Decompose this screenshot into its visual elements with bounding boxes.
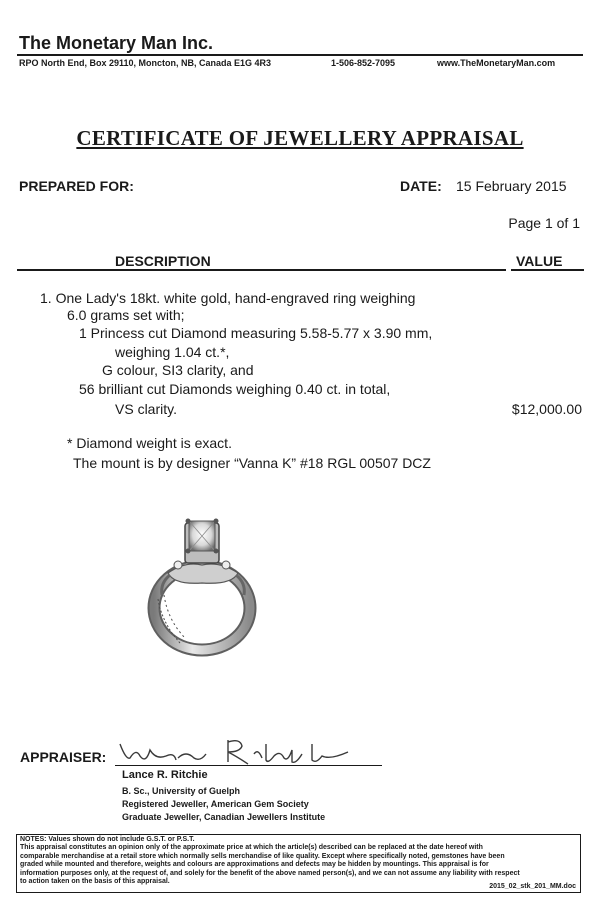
header-rule — [17, 54, 583, 56]
item-line: VS clarity. — [115, 401, 177, 417]
item-line: 6.0 grams set with; — [67, 307, 185, 323]
appraiser-label: APPRAISER: — [20, 749, 107, 765]
item-line: G colour, SI3 clarity, and — [102, 362, 254, 378]
disclaimer-box — [16, 834, 581, 893]
document-title: CERTIFICATE OF JEWELLERY APPRAISAL — [76, 126, 524, 150]
disclaimer-line: information purposes only, at the request of, and solely for the benefit of the above named person(s), and we can not assume any liability with respect — [20, 869, 520, 877]
value-header-rule — [511, 269, 584, 271]
signature-line — [115, 765, 382, 766]
item-line: 1. One Lady's 18kt. white gold, hand-engraved ring weighing — [40, 290, 416, 306]
appraiser-credential: B. Sc., University of Guelph — [122, 786, 241, 796]
date-value: 15 February 2015 — [456, 178, 567, 194]
value-header: VALUE — [516, 253, 563, 269]
company-address: RPO North End, Box 29110, Moncton, NB, Canada E1G 4R3 — [19, 58, 272, 68]
disclaimer-line: comparable merchandise at a retail store which normally sells merchandise of like quality. Except where specifically noted, gemstones have been — [20, 852, 505, 860]
item-line: 1 Princess cut Diamond measuring 5.58-5.77 x 3.90 mm, — [79, 325, 433, 341]
appraiser-credential: Graduate Jeweller, Canadian Jewellers Institute — [122, 812, 326, 822]
document-filename: 2015_02_stk_201_MM.doc — [489, 882, 576, 890]
item-line: weighing 1.04 ct.*, — [115, 344, 230, 360]
prepared-for-label: PREPARED FOR: — [19, 178, 134, 194]
appraiser-name: Lance R. Ritchie — [122, 769, 208, 781]
ring-photo — [140, 503, 270, 668]
disclaimer-line: NOTES: Values shown do not include G.S.T. or P.S.T. — [20, 836, 195, 843]
disclaimer-line: graded while mounted and therefore, weights and colours are approximations and defects may be hidden by mountings. This appraisal is for — [20, 861, 489, 869]
item-line: 56 brilliant cut Diamonds weighing 0.40 ct. in total, — [79, 381, 391, 397]
company-website: www.TheMonetaryMan.com — [437, 58, 556, 68]
date-label: DATE: — [400, 178, 442, 194]
diamond-weight-note: * Diamond weight is exact. — [67, 435, 232, 451]
disclaimer-line: This appraisal constitutes an opinion only of the approximate price at which the article(s) described can be replaced at the date hereof with — [20, 844, 483, 852]
description-header-rule — [17, 269, 506, 271]
page-number: Page 1 of 1 — [508, 215, 580, 231]
description-header: DESCRIPTION — [115, 253, 211, 269]
disclaimer-line: to action taken on the basis of this appraisal. — [20, 878, 170, 886]
company-phone: 1-506-852-7095 — [331, 58, 396, 68]
designer-note: The mount is by designer “Vanna K” #18 RGL 00507 DCZ — [73, 455, 431, 471]
item-value: $12,000.00 — [511, 401, 582, 417]
appraiser-credential: Registered Jeweller, American Gem Society — [122, 799, 309, 809]
company-name: The Monetary Man Inc. — [19, 33, 214, 53]
